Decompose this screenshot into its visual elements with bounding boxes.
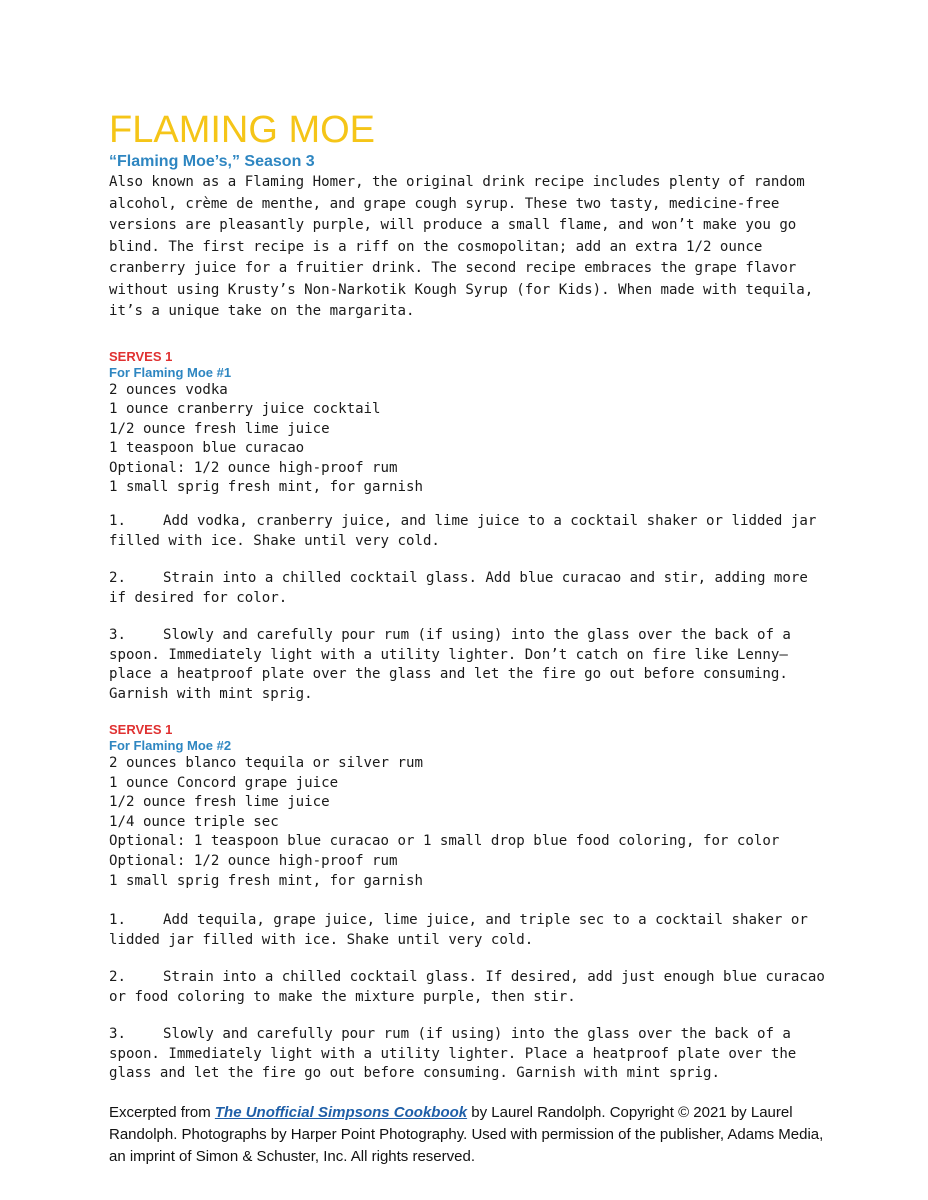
step-text: Strain into a chilled cocktail glass. If desired, add just enough blue curacao or food coloring to make the mixture purple, then stir.	[109, 969, 825, 1005]
step-text: Slowly and carefully pour rum (if using) into the glass over the back of a spoon. Immediately light with a utility lighter. Don’t catch on fire like Lenny— place a heatproof plate over the glass and let the fire go out before consuming. Garnish with mint sprig.	[109, 627, 791, 702]
ingredient-item: 1/4 ounce triple sec	[109, 813, 279, 830]
step-item	[109, 968, 829, 1007]
ingredient-item: 1/2 ounce fresh lime juice	[109, 794, 330, 811]
step-number: 3.	[109, 627, 126, 644]
recipe-title: FLAMING MOE	[109, 109, 376, 151]
episode-subtitle: “Flaming Moe’s,” Season 3	[109, 153, 315, 170]
step-text: Add tequila, grape juice, lime juice, and triple sec to a cocktail shaker or lidded jar filled with ice. Shake until very cold.	[109, 912, 808, 948]
recipe-page	[109, 108, 829, 1168]
step-item	[109, 911, 829, 950]
step-number: 1.	[109, 513, 126, 530]
intro-paragraph: Also known as a Flaming Homer, the original drink recipe includes plenty of random alcohol, crème de menthe, and grape cough syrup. These two tasty, medicine-free versions are pleasantly purple, will produce a small flame, and won’t make you go blind. The first recipe is a riff on the cosmopolitan; add an extra 1/2 ounce cranberry juice for a fruitier drink. The second recipe embraces the grape flavor without using Krusty’s Non-Narkotik Kough Syrup (for Kids). When made with tequila, it’s a unique take on the margarita.	[109, 174, 814, 319]
ingredient-item: 1/2 ounce fresh lime juice	[109, 420, 330, 437]
ingredient-list-1	[109, 381, 829, 499]
step-number: 2.	[109, 969, 126, 986]
credit-suffix: by Laurel Randolph. Copyright © 2021 by Laurel Randolph. Photographs by Harper Point Photography. Used with permission of the publisher, Adams Media, an imprint of Simon & Schuster, Inc. All rights reserved.	[109, 1103, 824, 1165]
step-list-1	[109, 512, 829, 704]
step-item	[109, 1025, 829, 1084]
step-item	[109, 569, 829, 608]
ingredient-item: 2 ounces blanco tequila or silver rum	[109, 755, 423, 772]
step-item	[109, 512, 829, 551]
step-text: Slowly and carefully pour rum (if using) into the glass over the back of a spoon. Immediately light with a utility lighter. Place a heatproof plate over the glass and let the fire go out before consuming. Garnish with mint sprig.	[109, 1026, 797, 1082]
ingredient-list-2	[109, 754, 829, 891]
ingredient-item: Optional: 1/2 ounce high-proof rum	[109, 853, 398, 870]
ingredient-item: 2 ounces vodka	[109, 381, 228, 398]
version-label-2: For Flaming Moe #2	[109, 738, 232, 754]
ingredient-item: 1 teaspoon blue curacao	[109, 440, 305, 457]
step-list-2	[109, 911, 829, 1084]
step-number: 3.	[109, 1026, 126, 1043]
ingredient-item: 1 ounce Concord grape juice	[109, 774, 339, 791]
ingredient-item: 1 small sprig fresh mint, for garnish	[109, 479, 423, 496]
credit-prefix: Excerpted from	[109, 1103, 215, 1121]
serves-label-2: SERVES 1	[109, 722, 173, 738]
book-title-link[interactable]: The Unofficial Simpsons Cookbook	[214, 1103, 468, 1121]
serves-label-1: SERVES 1	[109, 348, 173, 364]
step-text: Add vodka, cranberry juice, and lime juice to a cocktail shaker or lidded jar filled with ice. Shake until very cold.	[109, 513, 817, 549]
version-label-1: For Flaming Moe #1	[109, 364, 232, 380]
ingredient-item: Optional: 1/2 ounce high-proof rum	[109, 459, 398, 476]
step-item	[109, 626, 829, 704]
ingredient-item: 1 ounce cranberry juice cocktail	[109, 401, 381, 418]
ingredient-item: Optional: 1 teaspoon blue curacao or 1 small drop blue food coloring, for color	[109, 833, 780, 850]
step-number: 2.	[109, 570, 126, 587]
step-text: Strain into a chilled cocktail glass. Add blue curacao and stir, adding more if desired for color.	[109, 570, 808, 606]
step-number: 1.	[109, 912, 126, 929]
ingredient-item: 1 small sprig fresh mint, for garnish	[109, 872, 423, 889]
copyright-credit	[109, 1102, 829, 1168]
